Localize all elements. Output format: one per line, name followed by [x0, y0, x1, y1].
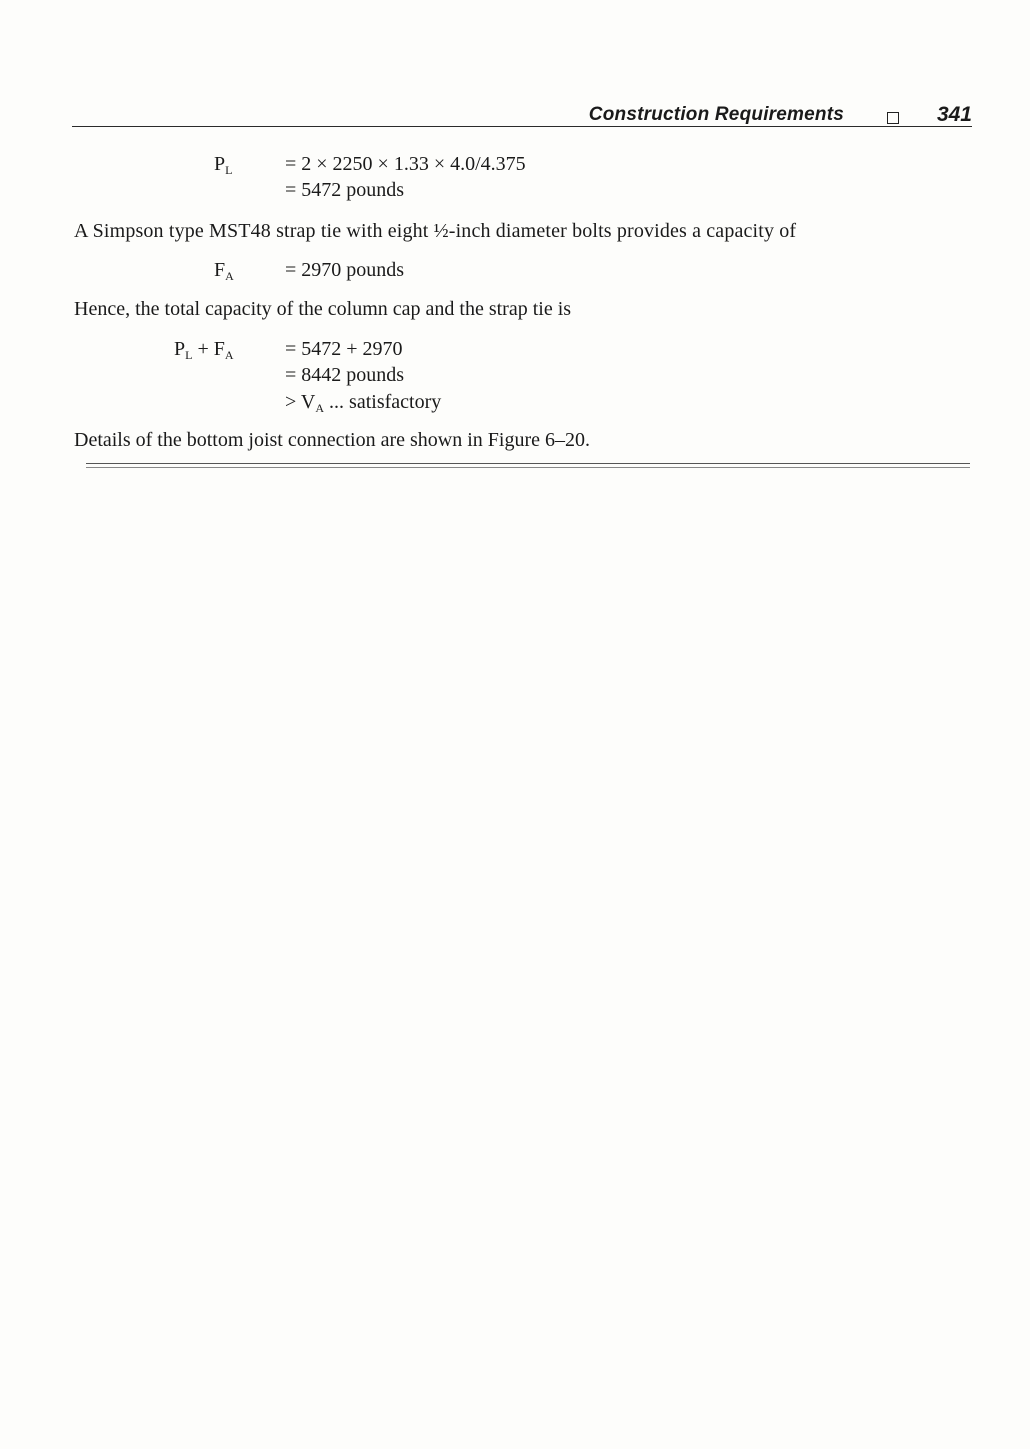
eq3-line3-op: > — [285, 391, 297, 413]
paragraph-figure-reference: Details of the bottom joist connection are shown in Figure 6–20. — [74, 429, 591, 451]
eq3-line3-v-sub: A — [315, 401, 325, 415]
paragraph-strap-tie: A Simpson type MST48 strap tie with eight ½-inch diameter bolts provides a capacity of — [74, 220, 797, 242]
eq3-plus: + — [197, 338, 209, 360]
page-number: 341 — [936, 103, 972, 126]
header-rule — [72, 126, 972, 127]
end-rule-top — [86, 463, 970, 464]
eq3-line3-v: V — [300, 391, 316, 413]
paragraph-total-capacity: Hence, the total capacity of the column cap and the strap tie is — [74, 298, 572, 320]
eq3-line3 — [285, 390, 441, 420]
eq1-line2: = 5472 pounds — [285, 179, 405, 201]
end-rule-bottom — [86, 467, 970, 468]
box-icon — [887, 112, 899, 124]
eq2-line1: = 2970 pounds — [285, 259, 405, 281]
eq3-line1: = 5472 + 2970 — [285, 338, 403, 360]
eq3-lhs-p: P — [174, 338, 186, 360]
eq3-lhs-p-sub: L — [185, 348, 193, 362]
eq2-lhs-sub: A — [225, 269, 234, 283]
eq3-lhs — [174, 337, 234, 367]
eq1-line1: = 2 × 2250 × 1.33 × 4.0/4.375 — [285, 153, 526, 175]
running-head-title: Construction Requirements — [588, 104, 844, 125]
eq1-lhs-base: P — [214, 153, 226, 175]
eq2-lhs — [214, 258, 234, 288]
eq3-line3-rest: ... satisfactory — [329, 391, 442, 413]
eq1-lhs-sub: L — [225, 163, 233, 177]
eq3-lhs-f: F — [213, 338, 225, 360]
eq2-lhs-base: F — [214, 259, 226, 281]
eq1-lhs — [214, 152, 232, 182]
eq3-line2: = 8442 pounds — [285, 364, 405, 386]
running-head — [72, 104, 972, 128]
eq3-lhs-f-sub: A — [224, 348, 234, 362]
